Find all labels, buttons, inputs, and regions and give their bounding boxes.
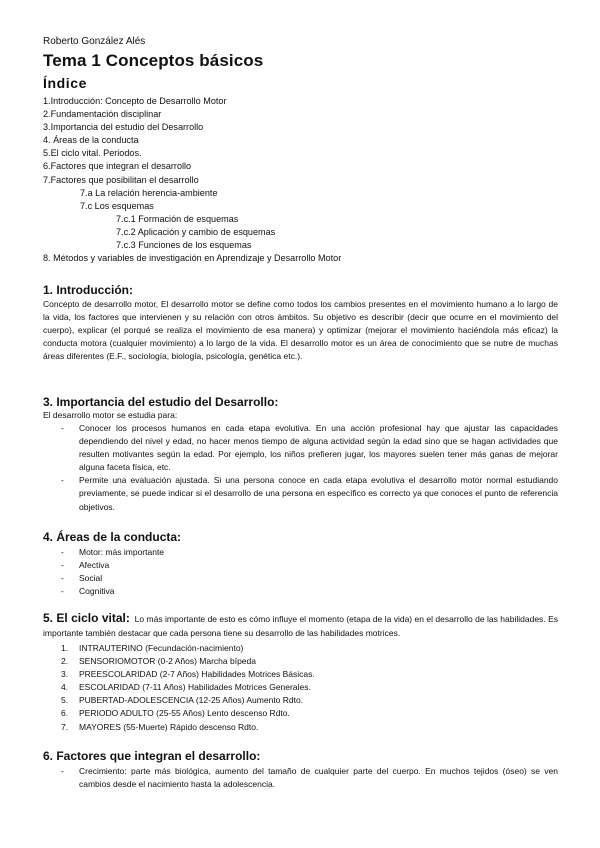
section-3-list [43, 422, 558, 514]
list-item-text: Afectiva [79, 560, 110, 571]
toc-item[interactable]: 8. Métodos y variables de investigación en Aprendizaje y Desarrollo Motor [43, 253, 342, 264]
bullet-marker: - [61, 547, 64, 557]
list-item [43, 655, 558, 668]
section-5-list [43, 642, 558, 734]
list-item-text: Social [79, 573, 103, 584]
toc-item[interactable]: 3.Importancia del estudio del Desarrollo [43, 122, 204, 133]
toc-subitem[interactable]: 7.a La relación herencia-ambiente [80, 187, 218, 198]
index-heading: Índice [43, 75, 88, 91]
list-item [43, 721, 558, 734]
bullet-marker: - [61, 586, 64, 597]
list-item [43, 668, 558, 681]
toc-item[interactable]: 5.El ciclo vital. Periodos. [43, 148, 142, 159]
toc-subitem[interactable]: 7.c Los esquemas [80, 200, 154, 211]
document-title: Tema 1 Conceptos básicos [43, 51, 264, 70]
list-item-text: Crecimiento: parte más biológica, aumento del tamaño de cualquier parte del cuerpo. En muchos tejidos (óseo) se ven cambios desde el nacimiento hasta la adolescencia. [79, 766, 558, 790]
item-number: 6. [61, 708, 69, 719]
toc-item[interactable]: 1.Introducción: Concepto de Desarrollo Motor [43, 96, 227, 106]
list-item [43, 474, 558, 513]
list-item [43, 585, 558, 598]
list-item-text: Permite una evaluación ajustada. Si una persona conoce en cada etapa evolutiva el desarrollo motor normal estudiando previamente, se puede indicar si el desarrollo de una persona en específico es correcto ya que conoces el punto de referencia objetivos. [79, 475, 558, 512]
bullet-marker: - [61, 475, 64, 486]
bullet-marker: - [61, 560, 64, 571]
section-5-intro: Lo más importante de esto es cómo influye el momento (etapa de la vida) en el desarrollo de las habilidades. Es importante también destacar que cada persona tiene su desarrollo de las habilidades motrices. [43, 614, 558, 638]
item-number: 3. [61, 669, 69, 680]
list-item-text: INTRAUTERINO (Fecundación-nacimiento) [79, 643, 244, 653]
list-item-text: MAYORES (55-Muerte) Rápido descenso Rdto. [79, 721, 259, 732]
section-3-heading: 3. Importancia del estudio del Desarrollo: [43, 395, 279, 409]
toc-subsubitem[interactable]: 7.c.2 Aplicación y cambio de esquemas [116, 226, 276, 237]
section-1-heading: 1. Introducción: [43, 283, 133, 297]
section-5-intro-block [43, 611, 558, 640]
toc-item[interactable]: 2.Fundamentación disciplinar [43, 109, 162, 120]
list-item [43, 642, 558, 655]
list-item-text: Cognitiva [79, 586, 115, 597]
list-item [43, 681, 558, 694]
item-number: 2. [61, 656, 69, 667]
list-item-text: ESCOLARIDAD (7-11 Años) Habilidades Motrices Generales. [79, 682, 311, 693]
item-number: 7. [61, 721, 69, 732]
item-number: 1. [61, 643, 69, 653]
list-item [43, 422, 558, 474]
toc-item[interactable]: 7.Factores que posibilitan el desarrollo [43, 174, 199, 185]
bullet-marker: - [61, 766, 64, 776]
list-item [43, 546, 558, 559]
bullet-marker: - [61, 573, 64, 584]
section-4-list [43, 546, 558, 598]
section-5-heading: 5. El ciclo vital: [43, 611, 130, 625]
table-of-contents [43, 95, 563, 265]
list-item-text: PUBERTAD-ADOLESCENCIA (12-25 Años) Aumento Rdto. [79, 695, 304, 706]
list-item-text: PREESCOLARIDAD (2-7 Años) Habilidades Motrices Básicas. [79, 669, 315, 680]
list-item [43, 572, 558, 585]
toc-item[interactable]: 4. Áreas de la conducta [43, 135, 139, 146]
section-6-list [43, 765, 558, 791]
section-6-heading: 6. Factores que integran el desarrollo: [43, 749, 261, 763]
section-3-intro: El desarrollo motor se estudia para: [43, 410, 178, 420]
section-1-body: Concepto de desarrollo motor, El desarrollo motor se define como todos los cambios presentes en el movimiento humano a lo largo de la vida, los factores que intervienen y su relación con otros ámbitos. Su objetivo es describir (decir que ocurre en el movimiento del cuerpo), explicar (el porqué se realiza el movimiento de esa manera) y optimizar (mejorar el movimiento haciéndola más eficaz) la conducta motora (cualquier movimiento) a lo largo de la vida. El desarrollo motor es un área de conocimiento que se nutre de muchas áreas diferentes (E.F., sociología, biología, psicología, genética etc.). [43, 299, 558, 362]
toc-subsubitem[interactable]: 7.c.3 Funciones de los esquemas [116, 240, 252, 251]
toc-subsubitem[interactable]: 7.c.1 Formación de esquemas [116, 213, 239, 224]
item-number: 4. [61, 682, 69, 693]
section-4-heading: 4. Áreas de la conducta: [43, 530, 182, 544]
list-item-text: PERIODO ADULTO (25-55 Años) Lento descenso Rdto. [79, 708, 290, 719]
author-name: Roberto González Alés [43, 36, 146, 47]
list-item-text: SENSORIOMOTOR (0-2 Años) Marcha bípeda [79, 656, 256, 667]
toc-item[interactable]: 6.Factores que integran el desarrollo [43, 161, 192, 172]
list-item-text: Motor: más importante [79, 547, 165, 557]
list-item [43, 694, 558, 707]
list-item-text: Conocer los procesos humanos en cada etapa evolutiva. En una acción profesional hay que ajustar las capacidades dependiendo del nivel y edad, no hacer menos tiempo de alguna actividad según la edad sino que se hagan actividades que resulten motivantes según la edad. Por ejemplo, los niños prefieren jugar, los mayores suelen tener más ganas de mejorar alguna faceta física, etc. [79, 423, 558, 473]
item-number: 5. [61, 695, 69, 706]
list-item [43, 559, 558, 572]
bullet-marker: - [61, 423, 64, 433]
list-item [43, 765, 558, 791]
list-item [43, 707, 558, 720]
